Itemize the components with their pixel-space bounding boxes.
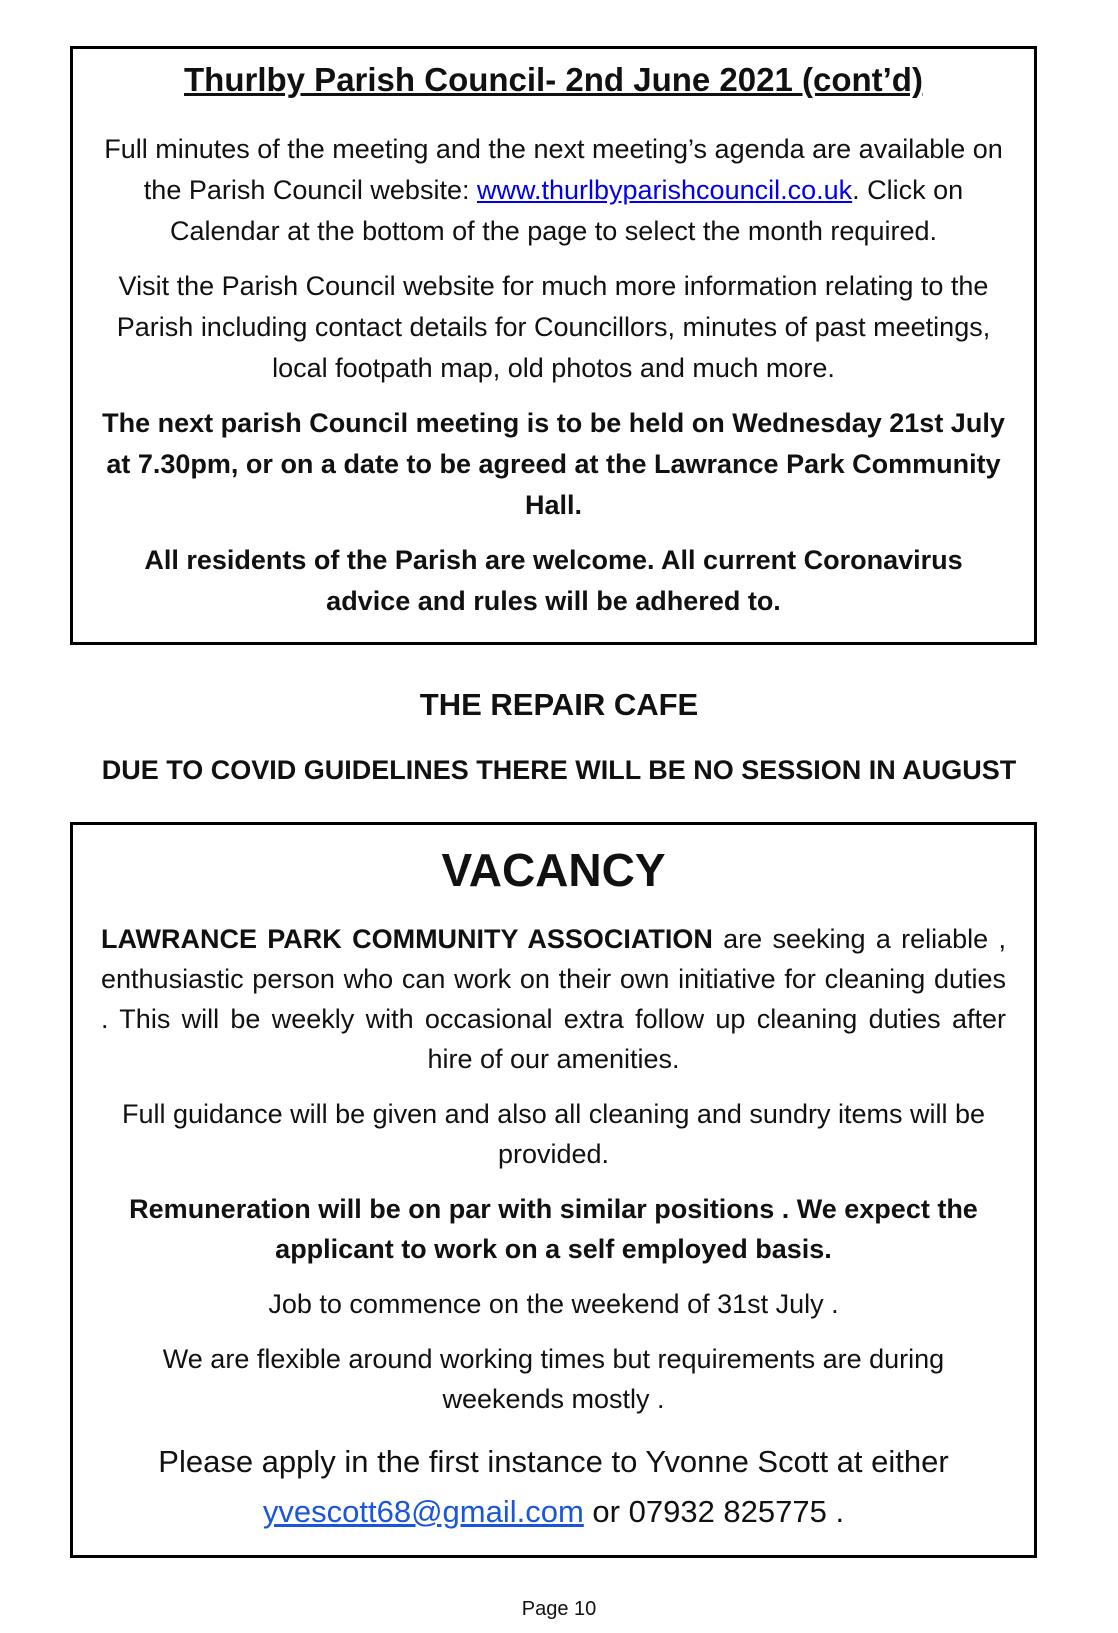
page-number: Page 10 bbox=[521, 1598, 597, 1620]
council-para-next-meeting: The next parish Council meeting is to be held on Wednesday 21st July at 7.30pm, or on a date to be agreed at the Lawrance Park Community Hall. bbox=[102, 408, 1005, 520]
vacancy-apply-para bbox=[101, 1437, 1006, 1537]
vacancy-org-name: LAWRANCE PARK COMMUNITY ASSOCIATION bbox=[101, 924, 713, 954]
vacancy-para-flexible: We are flexible around working times but requirements are during weekends mostly . bbox=[162, 1344, 945, 1414]
council-para-minutes-text-before: Full minutes of the meeting and the next meeting’s agenda are available on the Parish Council website: bbox=[104, 134, 1003, 205]
vacancy-section-box bbox=[70, 822, 1037, 1558]
council-section-box bbox=[70, 46, 1037, 645]
council-title: Thurlby Parish Council- 2nd June 2021 (cont’d) bbox=[184, 61, 923, 98]
repair-cafe-title: THE REPAIR CAFE bbox=[419, 687, 699, 722]
council-para-visit: Visit the Parish Council website for much more information relating to the Parish including contact details for Councillors, minutes of past meetings, local footpath map, old photos and much more. bbox=[116, 271, 991, 383]
council-para-minutes-text-after: . Click on Calendar at the bottom of the page to select the month required. bbox=[170, 175, 964, 246]
vacancy-para-commence: Job to commence on the weekend of 31st July . bbox=[268, 1289, 839, 1319]
apply-email-link[interactable]: yvescott68@gmail.com bbox=[262, 1494, 584, 1529]
council-para-minutes bbox=[99, 129, 1008, 252]
vacancy-intro-text: are seeking a reliable , enthusiastic person who can work on their own initiative for cleaning duties . This will be weekly with occasional extra follow up cleaning duties after hire of our amenities. bbox=[101, 924, 1006, 1074]
repair-cafe-notice: DUE TO COVID GUIDELINES THERE WILL BE NO SESSION IN AUGUST bbox=[101, 755, 1017, 785]
vacancy-apply-text-after: or 07932 825775 . bbox=[583, 1494, 845, 1529]
vacancy-intro-para bbox=[101, 919, 1006, 1079]
council-para-residents: All residents of the Parish are welcome. All current Coronavirus advice and rules will be adhered to. bbox=[144, 545, 963, 616]
vacancy-title: VACANCY bbox=[441, 844, 666, 896]
vacancy-para-guidance: Full guidance will be given and also all cleaning and sundry items will be provided. bbox=[122, 1099, 985, 1169]
vacancy-para-remuneration: Remuneration will be on par with similar positions . We expect the applicant to work on a self employed basis. bbox=[129, 1194, 978, 1264]
parish-council-website-link[interactable]: www.thurlbyparishcouncil.co.uk bbox=[476, 175, 853, 205]
newsletter-page bbox=[0, 46, 1118, 1633]
vacancy-apply-text-before: Please apply in the first instance to Yvonne Scott at either bbox=[158, 1444, 949, 1479]
